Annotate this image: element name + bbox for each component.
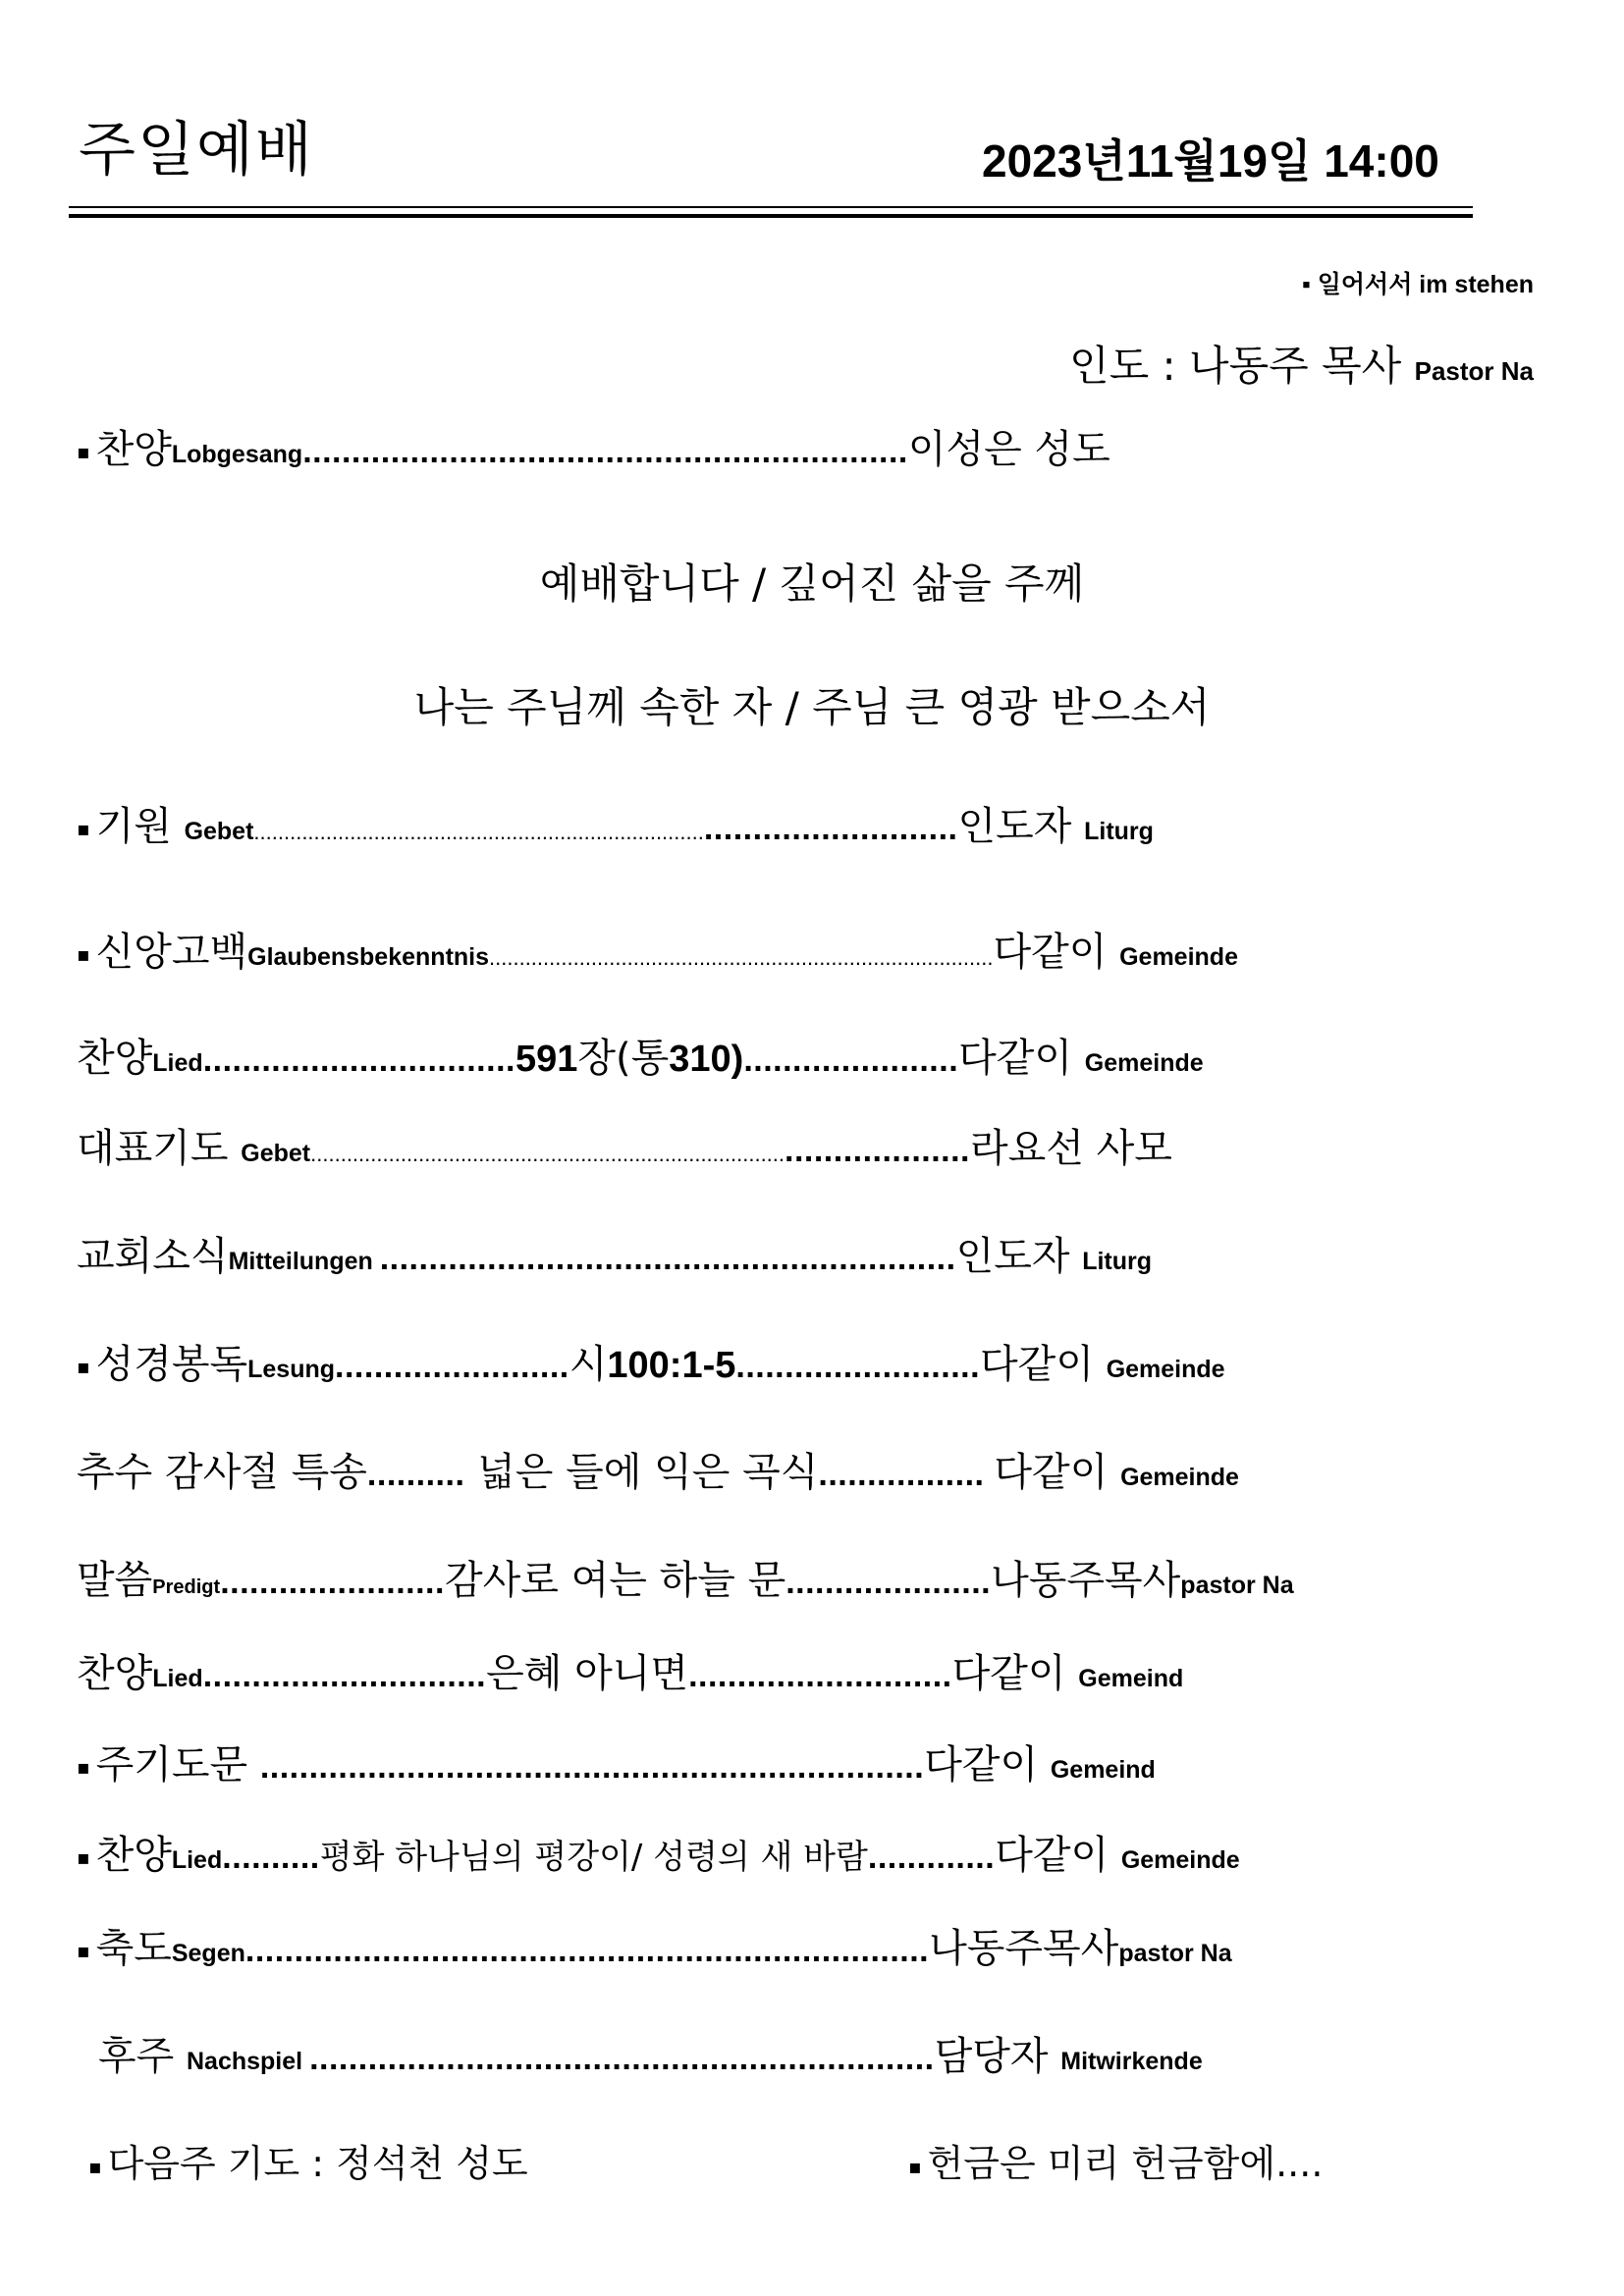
song-line-2: 나는 주님께 속한 자 / 주님 큰 영광 받으소서 (413, 683, 1211, 731)
leader-dots: .............................................................. (302, 433, 908, 470)
item-person-de: Gemeinde (1120, 1846, 1240, 1874)
bullet-icon: ▪ (77, 942, 90, 966)
item-ko: 말씀 (77, 1558, 153, 1603)
leader-dots: .......................... (703, 810, 958, 847)
header-divider-thin (69, 206, 1473, 208)
page-title: 주일예배 (79, 116, 314, 185)
item-person-de: Gemeinde (1120, 1464, 1239, 1491)
item-person-de: Gemeind (1050, 1756, 1156, 1784)
item-person: 나동주목사 (991, 1558, 1181, 1603)
item-ko: 추수 감사절 특송 (77, 1450, 367, 1495)
item-de: Predigt (152, 1576, 221, 1598)
item-person: 다같이 (994, 1450, 1121, 1495)
item-de: Gebet (184, 818, 254, 845)
scripture-book: 시 (568, 1342, 608, 1387)
item-person: 인도자 (955, 1234, 1083, 1279)
leader-dots: ..................... (785, 1564, 992, 1601)
item-de: Glaubensbekenntnis (247, 943, 490, 971)
leader-dots: .......... (222, 1839, 320, 1876)
offering-text: 헌금은 미리 헌금함에.... (927, 2142, 1324, 2185)
hymn-number: 591 (514, 1039, 578, 1080)
item-person: 담당자 (934, 2034, 1061, 2079)
leader-dots: ...................... (743, 1041, 959, 1079)
bullet-icon: ▪ (77, 1845, 90, 1869)
header-divider-thick (69, 214, 1473, 218)
program-row-postlude (98, 2034, 1203, 2079)
program-row-hymn-grace (77, 1651, 1184, 1696)
leader-dots: ................... (785, 1132, 970, 1169)
program-row-hymn-peace (77, 1833, 1240, 1878)
leader-dots: ............................................................................... (310, 1142, 785, 1166)
program-row-announcements (77, 1234, 1153, 1279)
item-person-de: Gemeinde (1106, 1356, 1225, 1383)
leader-dots: ................. (818, 1456, 995, 1493)
item-de: Lobgesang (171, 441, 303, 468)
item-de: Lied (152, 1665, 203, 1692)
item-ko: 축도 (95, 1926, 172, 1971)
item-person-de: pastor Na (1118, 1940, 1232, 1967)
item-person: 다같이 (980, 1342, 1107, 1387)
item-ko: 기원 (95, 804, 185, 849)
item-person: 다같이 (951, 1651, 1079, 1696)
item-ko: 교회소식 (77, 1234, 229, 1279)
program-row-prayer (77, 1126, 1172, 1171)
service-leader-name: 인도 : 나동주 목사 (1069, 342, 1415, 390)
bullet-icon: ▪ (77, 1355, 90, 1378)
service-date: 2023년11월19일 14:00 (982, 135, 1439, 187)
item-ko: 성경봉독 (95, 1342, 248, 1387)
leader-dots: ........................................................... (379, 1240, 956, 1277)
item-de: Gebet (241, 1140, 311, 1167)
item-person: 다같이 (958, 1036, 1085, 1081)
program-row-lords-prayer (77, 1742, 1156, 1788)
leader-dots: .......... (366, 1456, 465, 1493)
sermon-title: 감사로 여는 하늘 문 (444, 1558, 786, 1603)
leader-dots: ......................... (735, 1348, 981, 1385)
item-person: 인도자 (957, 804, 1085, 849)
leader-dots: ................................ (202, 1041, 515, 1079)
item-ko: 대표기도 (77, 1126, 242, 1171)
service-leader (1069, 334, 1534, 393)
program-row-hymn-591 (77, 1036, 1204, 1081)
item-person: 다같이 (993, 930, 1120, 975)
item-ko: 찬양 (95, 1833, 172, 1878)
leader-dots: ........................................................................... (253, 820, 704, 844)
leader-dots: .................................................................... (259, 1748, 925, 1786)
bullet-icon: ▪ (77, 1755, 90, 1779)
hymn-alt-number: 310) (669, 1039, 744, 1080)
item-de: Nachspiel (187, 2048, 310, 2075)
song-title: 은혜 아니면 (486, 1651, 689, 1696)
item-person: 나동주목사 (929, 1926, 1119, 1971)
item-person-de: Gemeinde (1084, 1049, 1204, 1077)
hymn-label: 장(통 (577, 1036, 670, 1081)
scripture-ref: 100:1-5 (607, 1345, 736, 1386)
item-de: Lied (171, 1846, 223, 1874)
leader-dots: ........................... (688, 1657, 952, 1694)
leader-dots: ...................................................................... (244, 1932, 930, 1969)
footer-offering (908, 2142, 1324, 2185)
footer-next-prayer (88, 2142, 528, 2185)
item-de: Lied (152, 1049, 203, 1077)
stand-note: ▪ 일어서서 im stehen (1301, 271, 1534, 298)
bullet-icon: ▪ (77, 1939, 90, 1962)
program-row-praise (77, 427, 1110, 472)
song-title: 넓은 들에 익은 곡식 (464, 1450, 819, 1495)
item-person-de: Liturg (1084, 818, 1154, 845)
item-person-de: Liturg (1082, 1248, 1153, 1275)
item-ko: 신앙고백 (95, 930, 248, 975)
program-row-scripture (77, 1342, 1225, 1387)
song-line-1: 예배합니다 / 깊어진 삶을 주께 (539, 560, 1085, 608)
leader-dots: ........................ (335, 1348, 569, 1385)
bullet-icon: ▪ (77, 817, 90, 840)
item-person-de: pastor Na (1180, 1572, 1294, 1599)
program-row-invocation (77, 804, 1154, 849)
item-de: Mitteilungen (228, 1248, 380, 1275)
item-person: 라요선 사모 (970, 1126, 1172, 1171)
leader-dots: ....................... (220, 1564, 445, 1601)
item-de: Lesung (247, 1356, 336, 1383)
item-person-de: Mitwirkende (1060, 2048, 1203, 2075)
item-ko: 주기도문 (95, 1742, 260, 1788)
leader-dots: ................................................................ (309, 2040, 935, 2077)
item-ko: 찬양 (77, 1036, 153, 1081)
bullet-icon: ▪ (77, 440, 90, 463)
bullet-icon: ▪ (908, 2154, 922, 2178)
service-leader-sub: Pastor Na (1414, 356, 1534, 386)
item-person: 다같이 (995, 1833, 1121, 1878)
item-person: 다같이 (924, 1742, 1051, 1788)
song-title: 평화 하나님의 평강이/ 성령의 새 바람 (319, 1838, 868, 1877)
program-row-benediction (77, 1926, 1232, 1971)
program-row-special-song (77, 1450, 1239, 1495)
leader-dots: ............. (867, 1839, 996, 1876)
leader-dots: .................................................................................... (489, 945, 994, 970)
item-ko: 찬양 (77, 1651, 153, 1696)
bullet-icon: ▪ (88, 2154, 102, 2178)
item-person-de: Gemeinde (1119, 943, 1238, 971)
program-row-creed (77, 930, 1238, 975)
leader-dots: ............................. (202, 1657, 487, 1694)
program-row-sermon (77, 1558, 1294, 1603)
next-prayer-text: 다음주 기도 : 정석천 성도 (107, 2142, 528, 2185)
item-de: Segen (171, 1940, 245, 1967)
item-person-de: Gemeind (1078, 1665, 1184, 1692)
item-ko: 찬양 (95, 427, 172, 472)
item-person: 이성은 성도 (907, 427, 1110, 472)
item-ko: 후주 (98, 2034, 187, 2079)
